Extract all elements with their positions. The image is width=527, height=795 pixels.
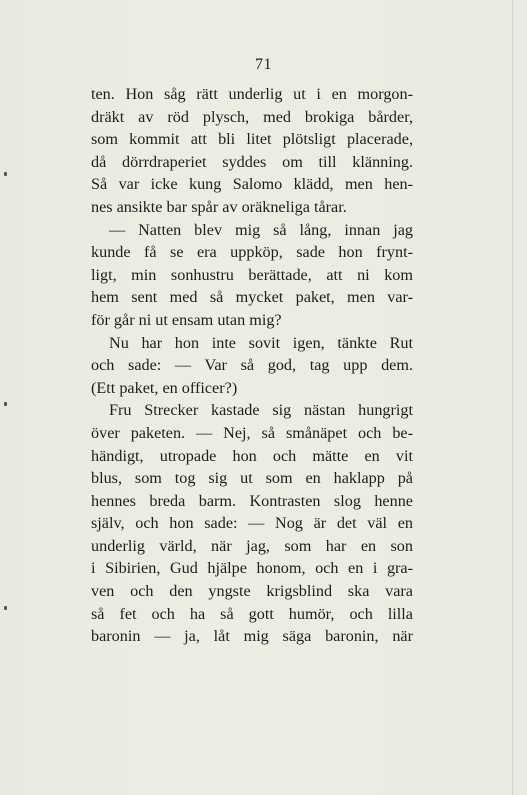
text-line: så fet och ha så gott humör, och lilla xyxy=(91,604,413,623)
text-line: i Sibirien, Gud hjälpe honom, och en i gra- xyxy=(91,559,413,578)
text-line: dräkt av röd plysch, med brokiga bårder, xyxy=(91,107,413,126)
text-line: kunde få se era uppköp, sade hon frynt- xyxy=(91,243,413,262)
text-line: hennes breda barm. Kontrasten slog henne xyxy=(91,491,413,510)
text-line: nes ansikte bar spår av oräkneliga tårar. xyxy=(91,197,347,216)
text-line: — Natten blev mig så lång, innan jag xyxy=(109,220,413,239)
text-line: underlig värld, när jag, som har en son xyxy=(91,536,413,555)
body-text xyxy=(91,83,413,648)
text-line: baronin — ja, låt mig säga baronin, när xyxy=(91,627,413,646)
text-line: över paketen. — Nej, så smånäpet och be- xyxy=(91,423,413,442)
text-line: då dörrdraperiet syddes om till klänning. xyxy=(91,152,413,171)
text-line: Så var icke kung Salomo klädd, men hen- xyxy=(91,175,413,194)
text-line: ven och den yngste krigsblind ska vara xyxy=(91,582,413,601)
page-edge xyxy=(512,0,513,795)
text-line: Nu har hon inte sovit igen, tänkte Rut xyxy=(109,333,413,352)
margin-mark xyxy=(4,606,7,610)
margin-mark xyxy=(4,172,7,176)
margin-mark xyxy=(4,402,7,406)
text-line: Fru Strecker kastade sig nästan hungrigt xyxy=(109,401,413,420)
text-line: själv, och hon sade: — Nog är det väl en xyxy=(91,514,413,533)
text-line: blus, som tog sig ut som en haklapp på xyxy=(91,469,413,488)
page-number: 71 xyxy=(255,56,272,73)
text-line: händigt, utropade hon och mätte en vit xyxy=(91,446,413,465)
text-line: hem sent med så mycket paket, men var- xyxy=(91,288,413,307)
text-line: ligt, min sonhustru berättade, att ni kom xyxy=(91,265,413,284)
text-line: för går ni ut ensam utan mig? xyxy=(91,310,282,329)
text-line: som kommit att bli litet plötsligt placerade, xyxy=(91,130,413,149)
text-line: (Ett paket, en officer?) xyxy=(91,378,238,397)
text-line: och sade: — Var så god, tag upp dem. xyxy=(91,356,413,375)
text-line: ten. Hon såg rätt underlig ut i en morgon- xyxy=(91,85,413,103)
